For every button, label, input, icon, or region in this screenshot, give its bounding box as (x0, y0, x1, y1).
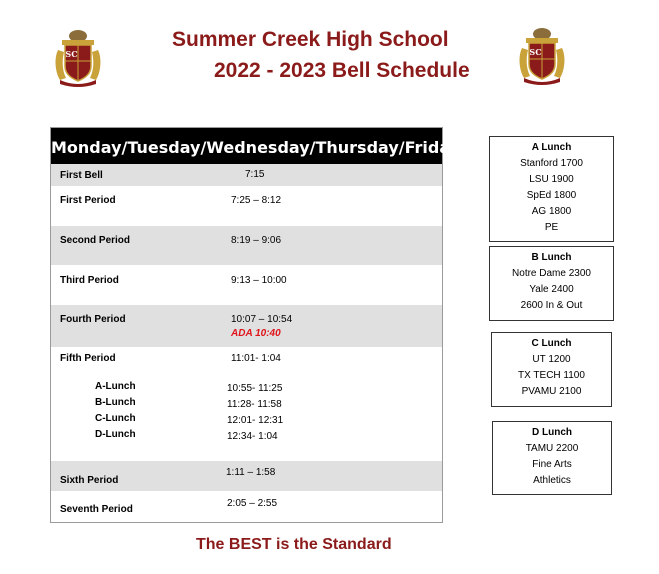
period-time: 10:07 – 10:54 (231, 314, 293, 325)
lunch-box-title: C Lunch (531, 338, 572, 349)
lunch-box-item: TX TECH 1100 (518, 370, 585, 381)
period-name: Seventh Period (60, 504, 133, 515)
period-name: First Period (60, 195, 116, 206)
row-fourth-period (51, 305, 442, 347)
lunch-box-item: Fine Arts (532, 459, 572, 470)
lunch-box-title: D Lunch (532, 427, 572, 438)
bell-schedule-table (50, 127, 461, 523)
lunch-time: 12:34- 1:04 (227, 431, 278, 442)
lunch-time: 11:28- 11:58 (227, 399, 282, 410)
period-name: Fourth Period (60, 314, 126, 325)
period-name: Third Period (60, 275, 119, 286)
lunch-box-item: LSU 1900 (529, 174, 574, 185)
lunch-box-item: SpEd 1800 (526, 190, 577, 201)
row-first-bell (51, 164, 442, 186)
ada-note: ADA 10:40 (231, 328, 281, 339)
row-first-period (51, 186, 442, 226)
row-third-period (51, 265, 442, 305)
school-motto: The BEST is the Standard (196, 536, 392, 553)
lunch-box-item: Stanford 1700 (520, 158, 583, 169)
lunch-time: 12:01- 12:31 (227, 415, 284, 426)
period-time: 1:11 – 1:58 (226, 467, 276, 478)
crest-icon (52, 28, 104, 88)
lunch-name: B-Lunch (95, 397, 136, 408)
lunch-box-c (491, 332, 612, 407)
school-name: Summer Creek High School (172, 28, 449, 51)
svg-text:SC: SC (65, 49, 78, 59)
row-fifth-period (51, 347, 442, 461)
lunch-box-item: PVAMU 2100 (521, 386, 582, 397)
svg-text:SC: SC (529, 47, 542, 57)
period-time: 8:19 – 9:06 (231, 235, 282, 246)
lunch-box-item: PE (544, 222, 559, 233)
lunch-box-b (489, 246, 614, 321)
period-name: Sixth Period (60, 475, 119, 486)
period-time: 2:05 – 2:55 (227, 498, 278, 509)
period-time: 11:01- 1:04 (231, 353, 281, 364)
period-name: Second Period (60, 235, 131, 246)
lunch-box-a (489, 136, 614, 242)
schedule-title: 2022 - 2023 Bell Schedule (214, 59, 470, 82)
lunch-name: C-Lunch (95, 413, 136, 424)
period-time: 9:13 – 10:00 (231, 275, 287, 286)
row-seventh-period (51, 491, 442, 522)
lunch-box-item: AG 1800 (531, 206, 572, 217)
schedule-days-heading: Monday/Tuesday/Wednesday/Thursday/Friday (51, 128, 442, 164)
row-sixth-period (51, 461, 442, 491)
school-crest-left (52, 28, 104, 88)
lunch-time: 10:55- 11:25 (227, 383, 283, 394)
school-crest-right (516, 26, 568, 86)
lunch-box-item: Athletics (533, 475, 571, 486)
lunch-box-d (492, 421, 612, 495)
lunch-box-item: TAMU 2200 (525, 443, 579, 454)
lunch-box-item: Yale 2400 (529, 284, 574, 295)
period-name: Fifth Period (60, 353, 116, 364)
period-name: First Bell (60, 170, 103, 181)
lunch-box-title: A Lunch (531, 142, 572, 153)
lunch-box-item: Notre Dame 2300 (512, 268, 591, 279)
period-time: 7:15 (245, 169, 265, 180)
row-second-period (51, 226, 442, 265)
lunch-name: A-Lunch (95, 381, 136, 392)
lunch-box-item: 2600 In & Out (520, 300, 583, 311)
crest-icon (516, 26, 568, 86)
lunch-box-item: UT 1200 (532, 354, 571, 365)
lunch-box-title: B Lunch (531, 252, 572, 263)
period-time: 7:25 – 8:12 (231, 195, 282, 206)
lunch-name: D-Lunch (95, 429, 136, 440)
